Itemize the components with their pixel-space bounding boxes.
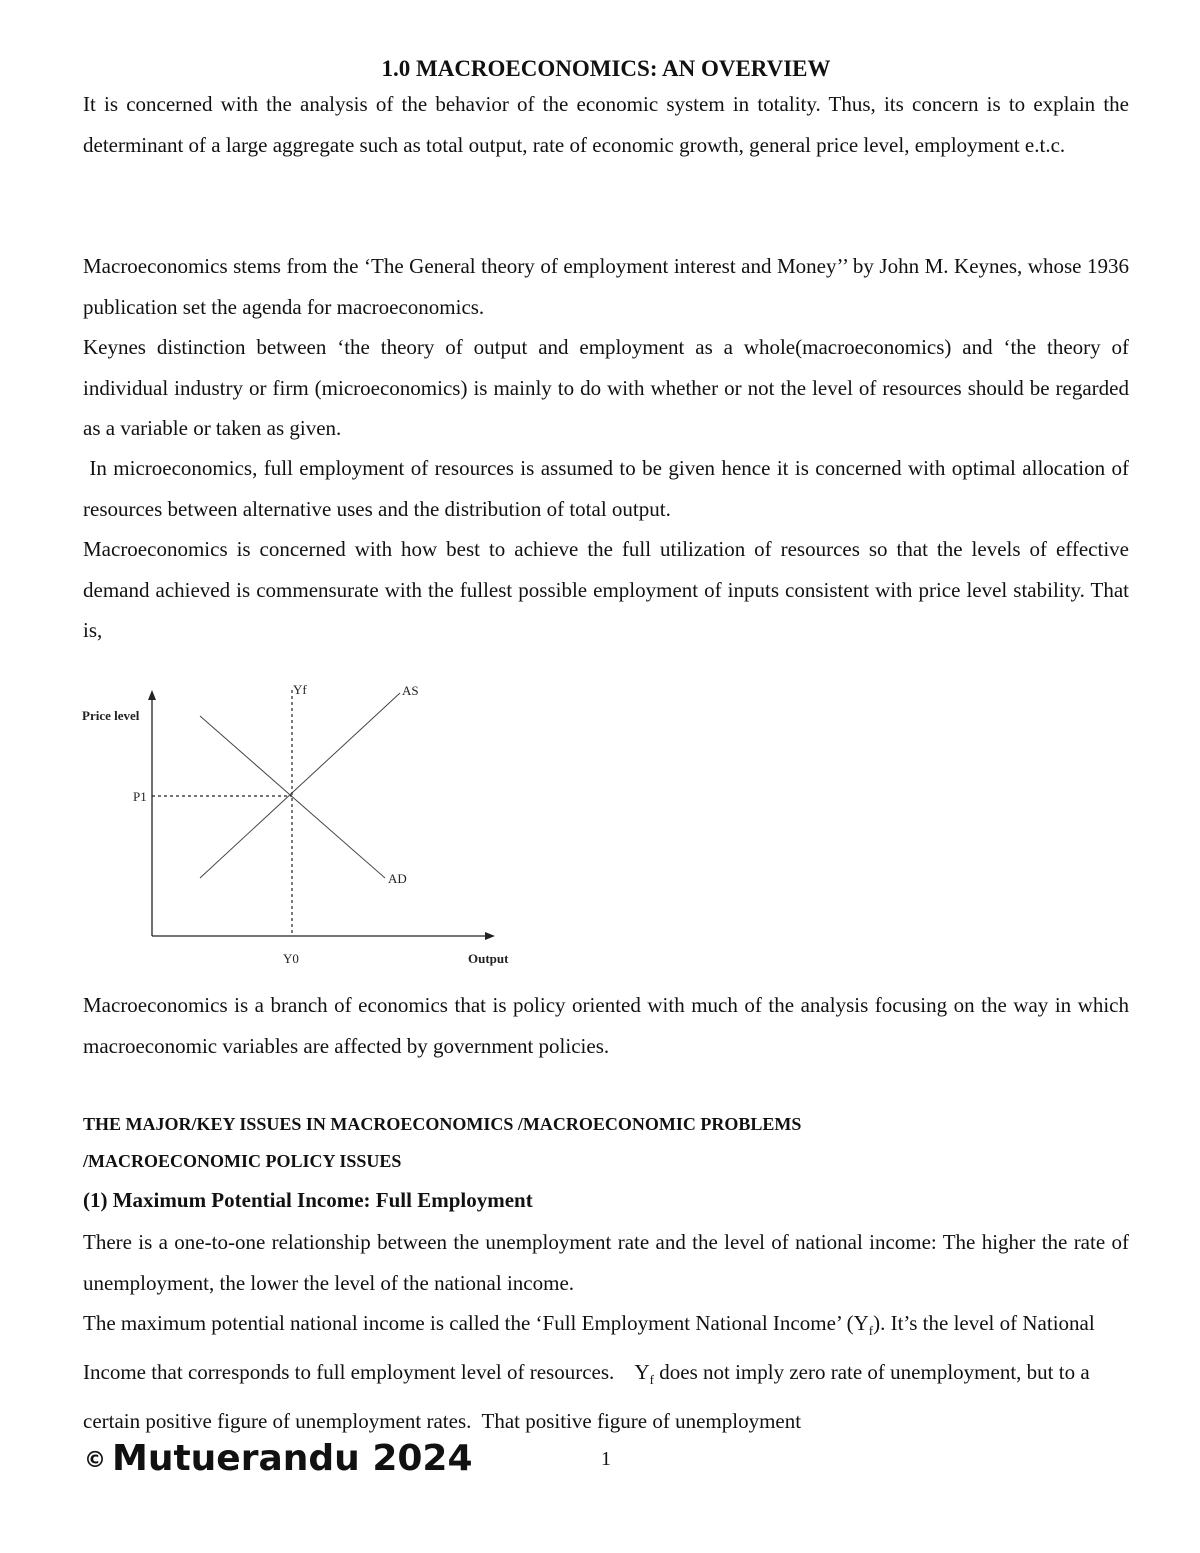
subheading-full-employment: (1) Maximum Potential Income: Full Employment <box>83 1188 533 1212</box>
text-segment: The maximum potential national income is called the ‘Full Employment National Income’ (Y <box>83 1311 869 1335</box>
ad-label: AD <box>388 871 407 886</box>
paragraph-full-utilization: Macroeconomics is concerned with how best to achieve the full utilization of resources so that the levels of effective demand achieved is commensurate with the fullest possible employment of inputs consistent with price level stability. That is, <box>83 537 1129 643</box>
subscript-f: f <box>649 1371 654 1387</box>
footer-author: Mutuerandu 2024 <box>112 1438 473 1479</box>
paragraph-keynes-origin: Macroeconomics stems from the ‘The General theory of employment interest and Money’’ by John M. Keynes, whose 1936 publication set the agenda for macroeconomics. <box>83 254 1129 319</box>
paragraph-intro: It is concerned with the analysis of the behavior of the economic system in totality. Thus, its concern is to explain the determinant of a large aggregate such as total output, rate of economic growth, general price level, employment e.t.c. <box>83 92 1129 157</box>
copyright-icon: © <box>84 1448 106 1473</box>
section-heading-line-1: THE MAJOR/KEY ISSUES IN MACROECONOMICS /MACROECONOMIC PROBLEMS <box>83 1114 802 1134</box>
page-number: 1 <box>601 1448 611 1470</box>
p1-label: P1 <box>133 789 147 804</box>
paragraph-unemployment-income: There is a one-to-one relationship between the unemployment rate and the level of national income: The higher the rate of unemployment, the lower the level of the national income. <box>83 1230 1129 1295</box>
footer-copyright <box>84 1438 473 1479</box>
x-axis-arrow <box>485 932 495 940</box>
paragraph-policy-oriented: Macroeconomics is a branch of economics that is policy oriented with much of the analysis focusing on the way in which macroeconomic variables are affected by government policies. <box>83 993 1129 1058</box>
subscript-f: f <box>868 1323 874 1339</box>
text-segment: does not imply zero rate of unemployment, but to a certain positive figure of unemployment rates. That positive figure of unemployment <box>83 1359 1095 1433</box>
section-heading-line-2: /MACROECONOMIC POLICY ISSUES <box>83 1151 402 1171</box>
y0-label: Y0 <box>283 951 299 966</box>
as-curve <box>200 693 400 878</box>
y-axis-arrow <box>148 690 156 700</box>
y-axis-label: Price level <box>82 708 140 723</box>
as-label: AS <box>402 683 419 698</box>
section-heading-key-issues <box>83 1106 1129 1180</box>
ad-as-chart <box>60 668 540 973</box>
yf-label: Yf <box>293 682 307 697</box>
paragraph-full-employment-income <box>83 1303 1129 1441</box>
x-axis-label: Output <box>468 951 509 966</box>
paragraph-microeconomics: In microeconomics, full employment of resources is assumed to be given hence it is concerned with optimal allocation of resources between alternative uses and the distribution of total output. <box>83 456 1135 521</box>
text-segment: ). It’s the level of National Income that corresponds to full employment level of resources. Y <box>83 1311 1100 1384</box>
page-title: 1.0 MACROECONOMICS: AN OVERVIEW <box>381 56 831 81</box>
paragraph-keynes-distinction: Keynes distinction between ‘the theory of output and employment as a whole(macroeconomics) and ‘the theory of individual industry or firm (microeconomics) is mainly to do with whether or not the level of resources should be regarded as a variable or taken as given. <box>83 335 1129 441</box>
